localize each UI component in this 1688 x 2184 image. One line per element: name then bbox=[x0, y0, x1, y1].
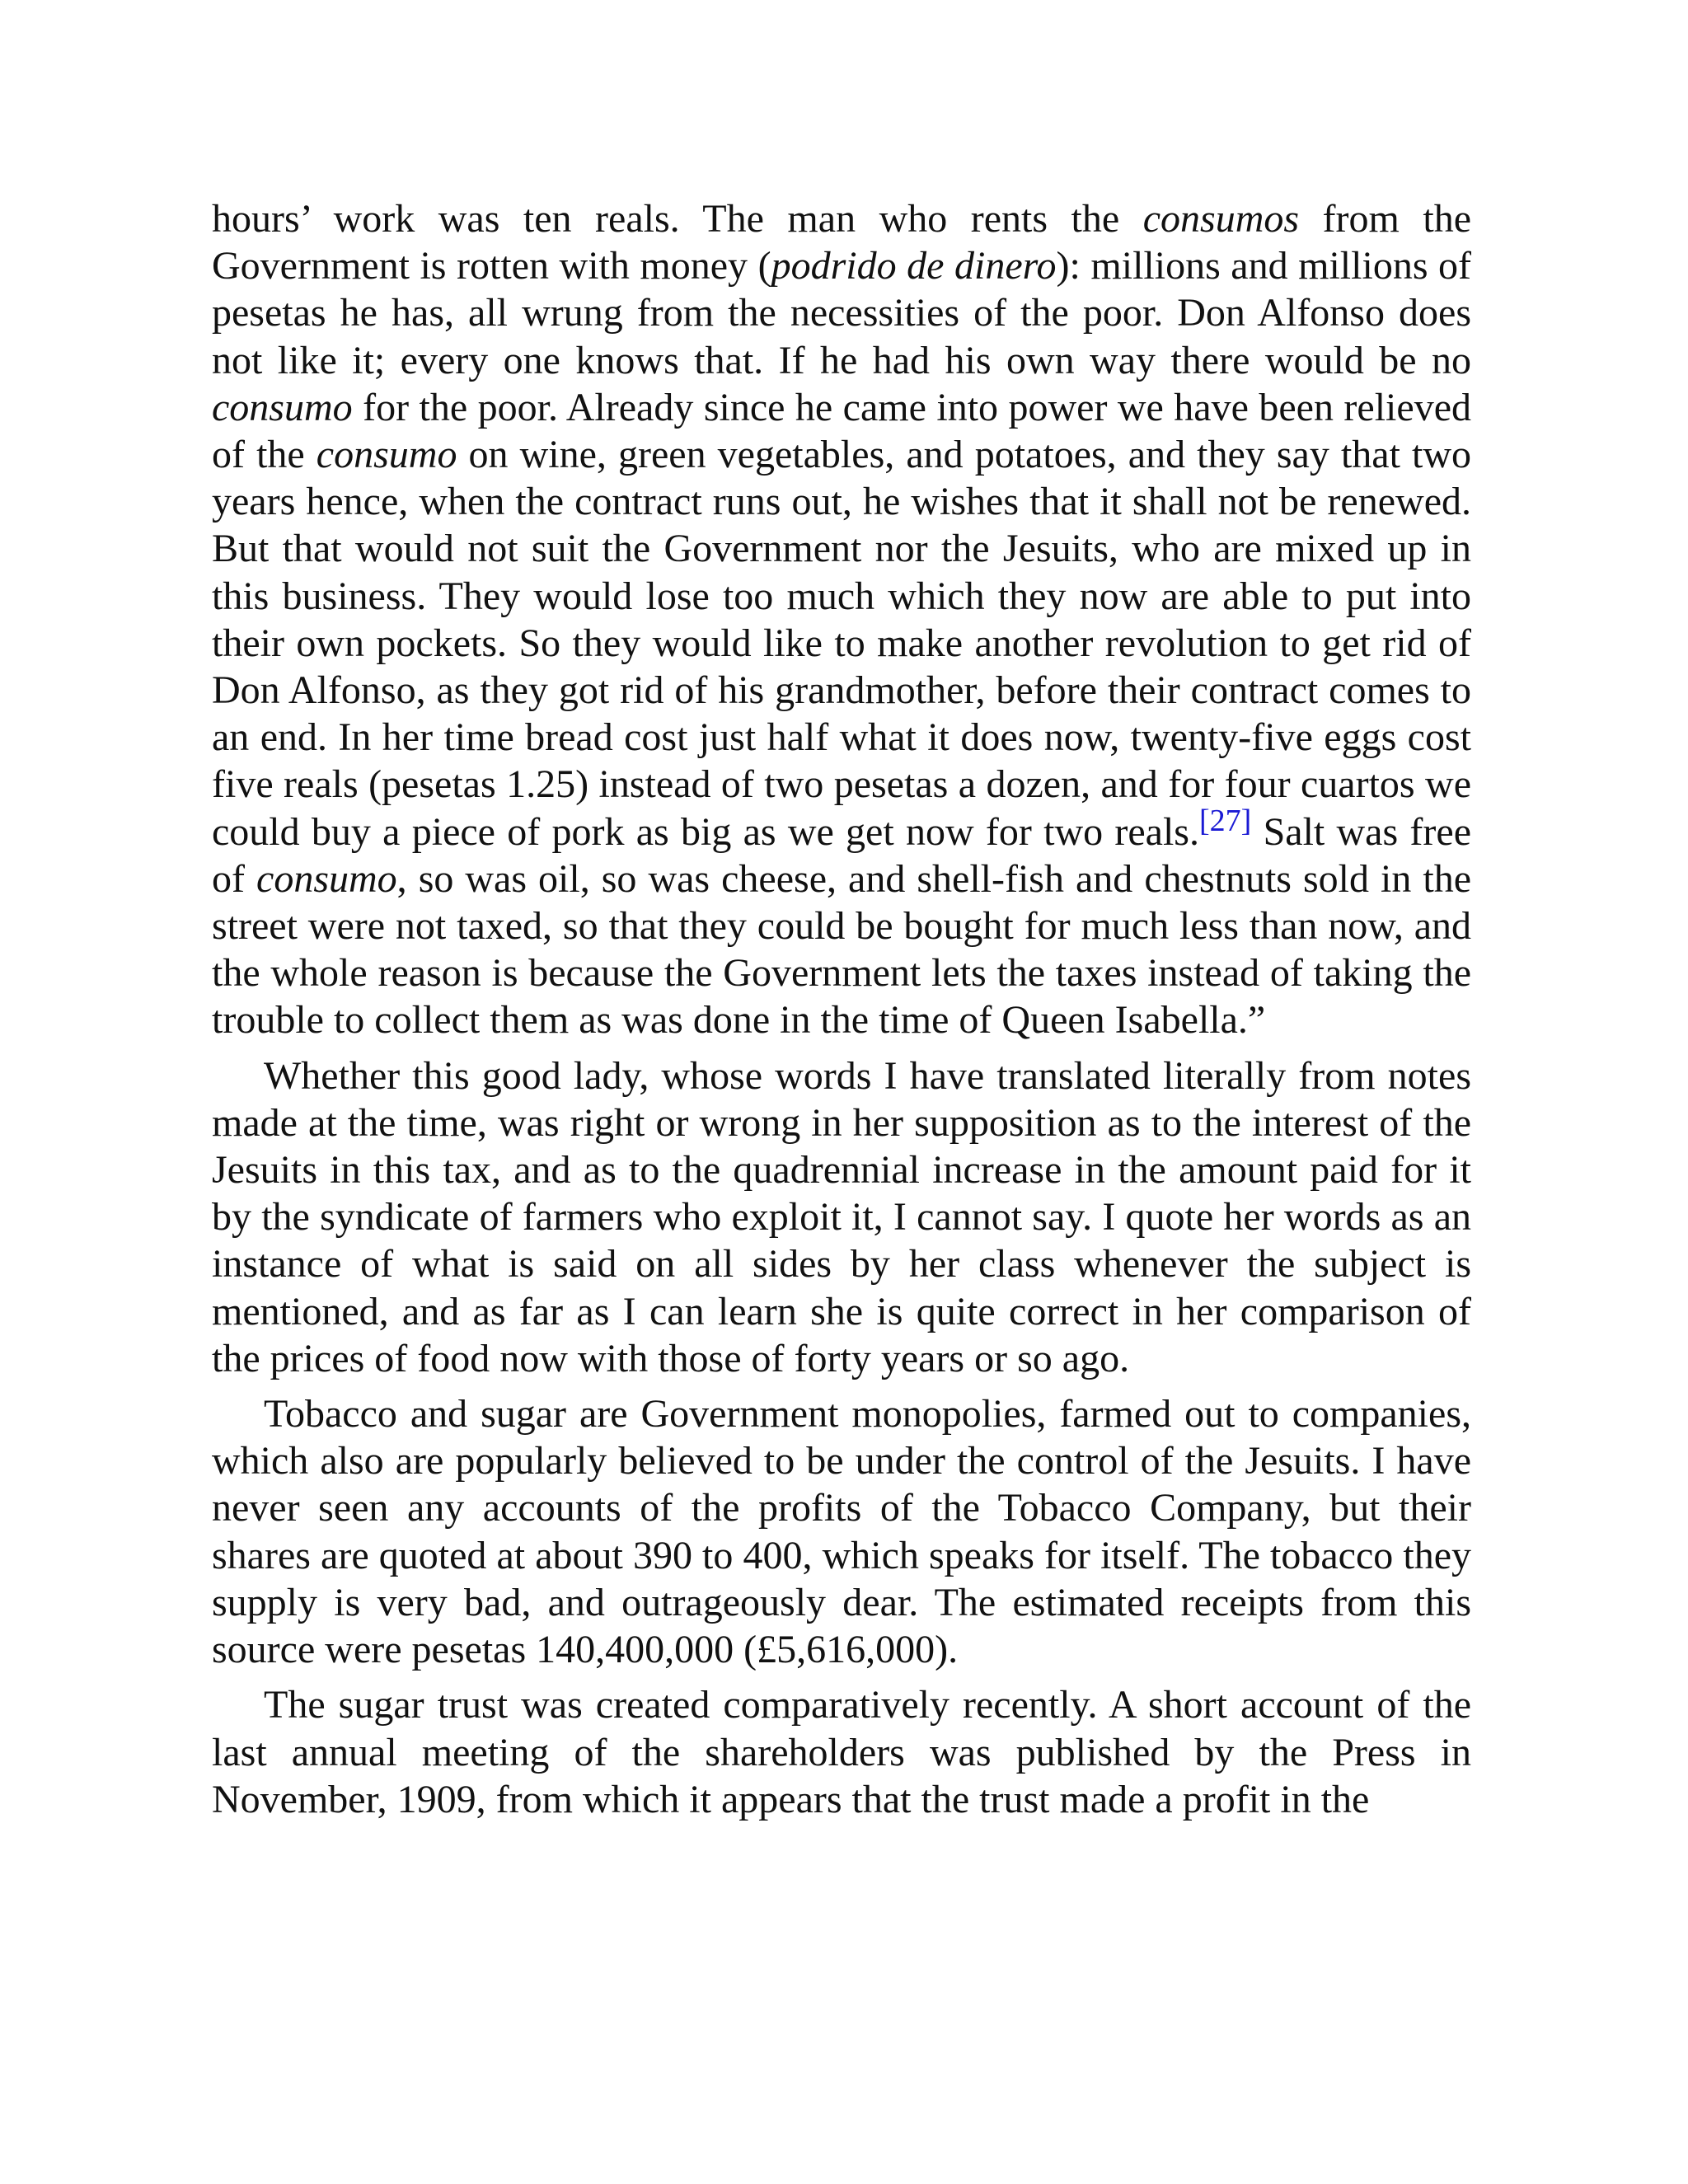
body-paragraph bbox=[212, 1390, 1471, 1673]
text-run: ): millions and millions of pesetas he has, all wrung from the necessities of the poor. Don Alfonso does not like it; every one knows that. If he had his own way there would be no bbox=[212, 244, 1472, 382]
text-run: , so was oil, so was cheese, and shell-fish and chestnuts sold in the street were not taxed, so that they could be bought for much less than now, and the whole reason is because the Government lets the taxes instead of taking the trouble to collect them as was done in the time of Queen Isabella.” bbox=[212, 856, 1472, 1043]
italic-term: consumo bbox=[256, 856, 397, 901]
text-run: Tobacco and sugar are Government monopolies, farmed out to companies, which also are popularly believed to be under the control of the Jesuits. I have never seen any accounts of the profits of the Tobacco Company, but their shares are quoted at about 390 to 400, which speaks for itself. The tobacco they supply is very bad, and outrageously dear. The estimated receipts from this source were pesetas 140,400,000 (£5,616,000). bbox=[212, 1392, 1471, 1672]
italic-term: consumos bbox=[1142, 197, 1300, 241]
page-body bbox=[212, 195, 1471, 1823]
text-run: from the Government is rotten with money ( bbox=[212, 197, 1472, 288]
body-paragraph bbox=[212, 1052, 1471, 1382]
text-run: hours’ work was ten reals. The man who rents the bbox=[212, 197, 1143, 241]
text-run: The sugar trust was created comparatively recently. A short account of the last annual meeting of the shareholders was published by the Press in November, 1909, from which it appears that the trust made a profit in the bbox=[212, 1683, 1471, 1821]
italic-term: consumo bbox=[316, 433, 457, 477]
text-run: on wine, green vegetables, and potatoes, and they say that two years hence, when the contract runs out, he wishes that it shall not be renewed. But that would not suit the Government nor the Jesuits, who are mixed up in this business. They would lose too much which they now are able to put into their own pockets. So they would like to make another revolution to get rid of Don Alfonso, as they got rid of his grandmother, before their contract comes to an end. In her time bread cost just half what it does now, twenty-five eggs cost five reals (pesetas 1.25) instead of two pesetas a dozen, and for four cuartos we could buy a piece of pork as big as we get now for two reals. bbox=[212, 433, 1472, 854]
body-paragraph bbox=[212, 1681, 1471, 1823]
italic-term: podrido de dinero bbox=[771, 244, 1057, 288]
text-run: Salt was free of bbox=[212, 809, 1471, 901]
italic-term: consumo bbox=[212, 385, 353, 429]
text-run: for the poor. Already since he came into power we have been relieved of the bbox=[212, 385, 1471, 477]
text-run: Whether this good lady, whose words I have translated literally from notes made at the time, was right or wrong in her supposition as to the interest of the Jesuits in this tax, and as to the quadrennial increase in the amount paid for it by the syndicate of farmers who exploit it, I cannot say. I quote her words as an instance of what is said on all sides by her class whenever the subject is mentioned, and as far as I can learn she is quite correct in her comparison of the prices of food now with those of forty years or so ago. bbox=[212, 1053, 1471, 1380]
body-paragraph bbox=[212, 195, 1471, 1044]
footnote-link[interactable]: [27] bbox=[1199, 803, 1252, 838]
